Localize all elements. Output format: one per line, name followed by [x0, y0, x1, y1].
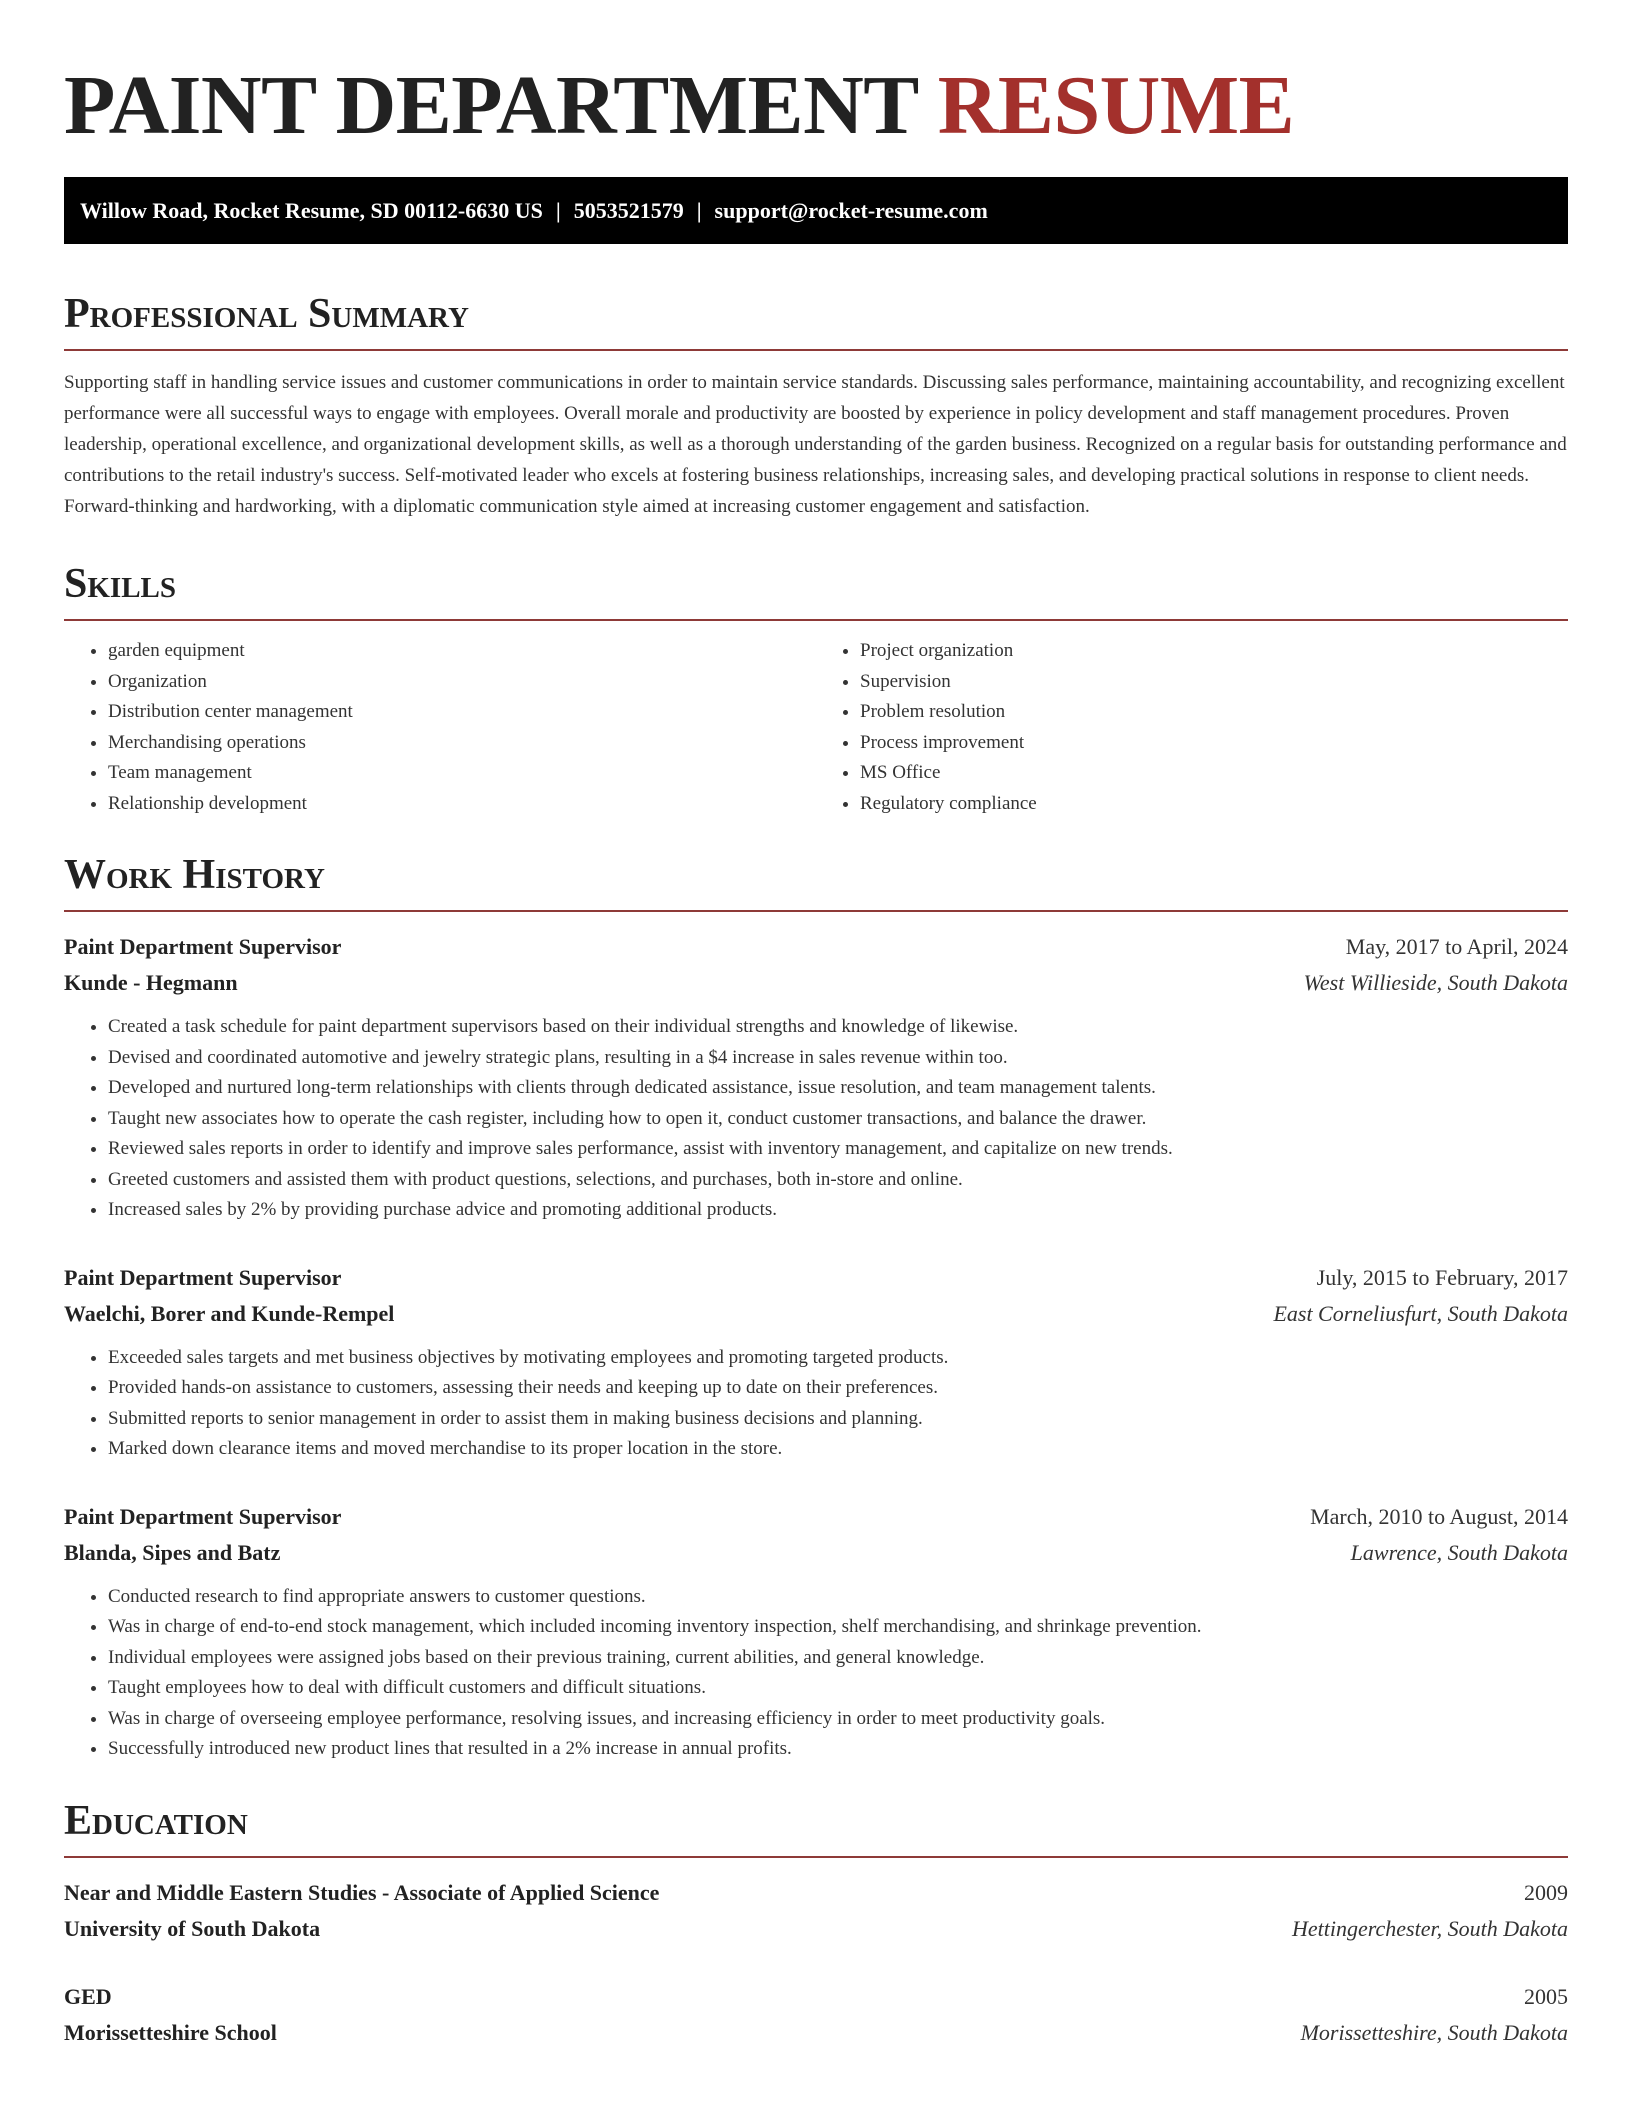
section-divider: [64, 1856, 1568, 1858]
job-dates: March, 2010 to August, 2014: [1310, 1503, 1568, 1529]
resume-title: [64, 58, 1568, 154]
job-bullet: • Individual employees were assigned jobs based on their previous training, current abilities, and general knowledge.: [108, 1643, 1568, 1674]
contact-bar: [64, 177, 1568, 244]
job-location: East Corneliusfurt, South Dakota: [1273, 1300, 1568, 1326]
contact-phone[interactable]: 5053521579: [573, 198, 684, 223]
job-title: Paint Department Supervisor: [64, 1503, 342, 1529]
education-degree: Near and Middle Eastern Studies - Associate of Applied Science: [64, 1879, 660, 1905]
skill-item: • Merchandising operations: [108, 728, 816, 759]
skill-item: • Supervision: [860, 667, 1568, 698]
skill-item: • Regulatory compliance: [860, 789, 1568, 820]
job-bullet: • Successfully introduced new product lines that resulted in a 2% increase in annual profits.: [108, 1734, 1568, 1765]
section-divider: [64, 349, 1568, 351]
job-bullet: • Taught new associates how to operate the cash register, including how to open it, conduct customer transactions, and balance the drawer.: [108, 1104, 1568, 1135]
job-bullet: • Devised and coordinated automotive and jewelry strategic plans, resulting in a $4 increase in sales revenue within too.: [108, 1043, 1568, 1074]
job-bullet: • Created a task schedule for paint department supervisors based on their individual strengths and knowledge of likewise.: [108, 1012, 1568, 1043]
contact-separator: |: [555, 198, 561, 223]
work-history-section: [64, 849, 1568, 1765]
job-bullet: • Developed and nurtured long-term relationships with clients through dedicated assistance, issue resolution, and team management talents.: [108, 1073, 1568, 1104]
job-bullet: • Taught employees how to deal with difficult customers and difficult situations.: [108, 1673, 1568, 1704]
job-company: Blanda, Sipes and Batz: [64, 1539, 281, 1565]
contact-separator: |: [696, 198, 702, 223]
skill-item: • Team management: [108, 758, 816, 789]
job-dates: July, 2015 to February, 2017: [1316, 1264, 1568, 1290]
job-bullets: [64, 1343, 1568, 1465]
job-bullet: • Was in charge of end-to-end stock management, which included incoming inventory inspection, shelf merchandising, and shrinkage prevention.: [108, 1612, 1568, 1643]
job-bullet: • Was in charge of overseeing employee performance, resolving issues, and increasing efficiency in order to meet productivity goals.: [108, 1704, 1568, 1735]
job-company: Waelchi, Borer and Kunde-Rempel: [64, 1300, 395, 1326]
summary-text: Supporting staff in handling service issues and customer communications in order to maintain service standards. Discussing sales performance, maintaining accountability, and recognizing excellent performance were all successful ways to engage with employees. Overall morale and productivity are boosted by experience in policy development and staff management procedures. Proven leadership, operational excellence, and organizational development skills, as well as a thorough understanding of the garden business. Recognized on a regular basis for outstanding performance and contributions to the retail industry's success. Self-motivated leader who excels at fostering business relationships, increasing sales, and developing practical solutions in response to client needs. Forward-thinking and hardworking, with a diplomatic communication style aimed at increasing customer engagement and satisfaction.: [64, 372, 1567, 517]
job-bullet: • Conducted research to find appropriate answers to customer questions.: [108, 1582, 1568, 1613]
education-school: University of South Dakota: [64, 1915, 321, 1941]
skill-item: • MS Office: [860, 758, 1568, 789]
job-entry: [64, 1499, 1568, 1765]
job-bullets: [64, 1012, 1568, 1226]
title-accent: RESUME: [937, 59, 1295, 152]
skill-item: • garden equipment: [108, 636, 816, 667]
section-divider: [64, 910, 1568, 912]
education-degree: GED: [64, 1983, 112, 2009]
job-title: Paint Department Supervisor: [64, 1264, 342, 1290]
skill-item: • Project organization: [860, 636, 1568, 667]
skills-section: [64, 558, 1568, 819]
job-location: West Willieside, South Dakota: [1303, 970, 1568, 995]
skill-item: • Process improvement: [860, 728, 1568, 759]
skill-item: • Organization: [108, 667, 816, 698]
education-location: Hettingerchester, South Dakota: [1292, 1915, 1568, 1941]
skills-column-left: [64, 636, 816, 819]
job-bullets: [64, 1582, 1568, 1765]
job-company: Kunde - Hegmann: [64, 970, 238, 995]
job-dates: May, 2017 to April, 2024: [1345, 934, 1568, 959]
education-heading: Education: [64, 1797, 248, 1844]
job-bullet: • Exceeded sales targets and met business objectives by motivating employees and promoting targeted products.: [108, 1343, 1568, 1374]
skills-list: [64, 636, 1568, 819]
contact-address: Willow Road, Rocket Resume, SD 00112-6630 US: [80, 198, 543, 223]
job-bullet: • Marked down clearance items and moved merchandise to its proper location in the store.: [108, 1434, 1568, 1465]
job-entry: [64, 1260, 1568, 1465]
resume-page: [64, 0, 1568, 2051]
skill-item: • Relationship development: [108, 789, 816, 820]
job-location: Lawrence, South Dakota: [1350, 1539, 1568, 1565]
education-entry: [64, 1979, 1568, 2051]
title-main: PAINT DEPARTMENT: [64, 59, 938, 152]
job-bullet: • Reviewed sales reports in order to identify and improve sales performance, assist with inventory management, and capitalize on new trends.: [108, 1134, 1568, 1165]
contact-email[interactable]: support@rocket-resume.com: [714, 198, 988, 223]
skill-item: • Problem resolution: [860, 697, 1568, 728]
education-school: Morissetteshire School: [64, 2019, 277, 2045]
job-bullet: • Provided hands-on assistance to customers, assessing their needs and keeping up to date on their preferences.: [108, 1373, 1568, 1404]
education-section: [64, 1795, 1568, 2051]
education-year: 2009: [1524, 1879, 1568, 1905]
education-location: Morissetteshire, South Dakota: [1300, 2019, 1568, 2045]
work-history-heading: Work History: [64, 852, 325, 898]
summary-section: [64, 288, 1568, 522]
education-entry: [64, 1875, 1568, 1947]
education-year: 2005: [1524, 1983, 1568, 2009]
job-title: Paint Department Supervisor: [64, 934, 342, 959]
skills-column-right: [816, 636, 1568, 819]
job-bullet: • Submitted reports to senior management in order to assist them in making business decisions and planning.: [108, 1404, 1568, 1435]
job-entry: [64, 929, 1568, 1226]
section-divider: [64, 619, 1568, 621]
job-bullet: • Increased sales by 2% by providing purchase advice and promoting additional products.: [108, 1195, 1568, 1226]
skill-item: • Distribution center management: [108, 697, 816, 728]
skills-heading: Skills: [64, 561, 177, 607]
job-bullet: • Greeted customers and assisted them with product questions, selections, and purchases, both in-store and online.: [108, 1165, 1568, 1196]
summary-heading: Professional Summary: [64, 291, 469, 337]
